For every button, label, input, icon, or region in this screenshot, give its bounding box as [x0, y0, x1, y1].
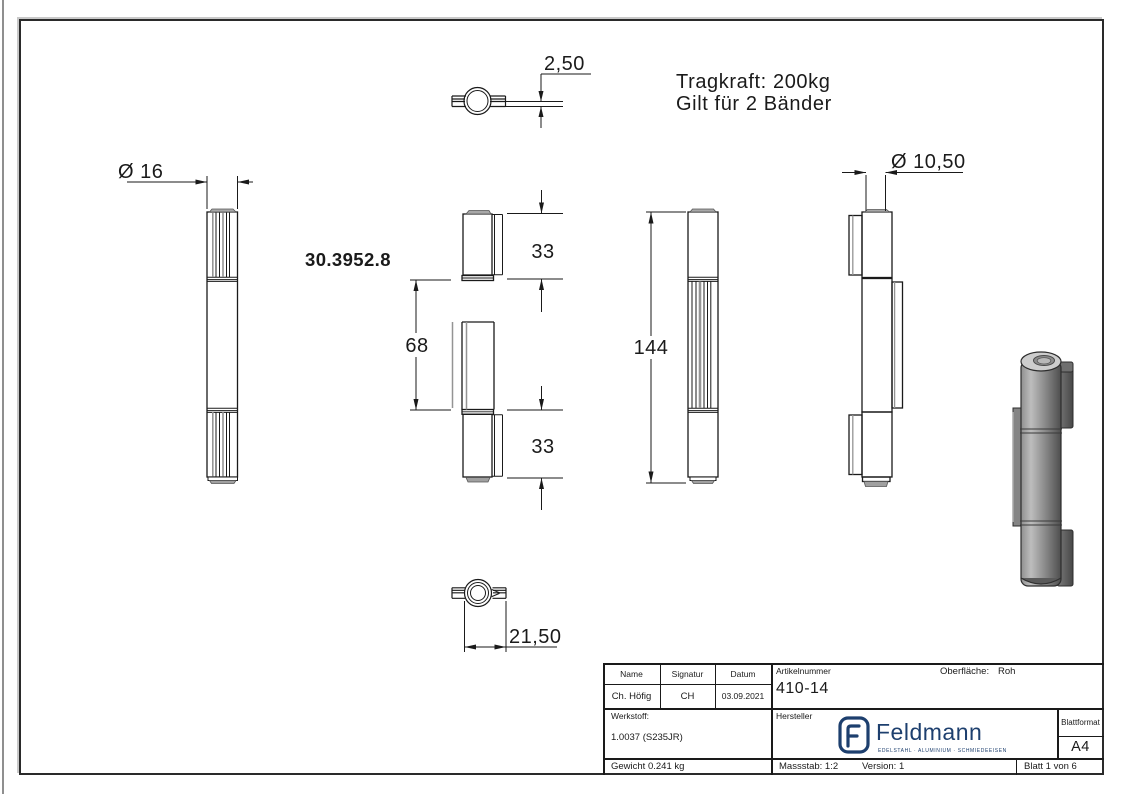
- view-section-top: [452, 88, 506, 115]
- tb-value-signatur: CH: [680, 690, 695, 702]
- dimension-arrows: [196, 91, 898, 650]
- tb-blattformat-label: Blattformat: [1061, 717, 1100, 727]
- tb-value-datum: 03.09.2021: [721, 691, 765, 701]
- dimension-texts: [118, 53, 966, 648]
- dimension-lines: [127, 74, 963, 652]
- tb-werkstoff-label: Werkstoff:: [611, 711, 649, 721]
- tb-value-name: Ch. Höfig: [611, 690, 652, 702]
- dim-tab-width: 21,50: [509, 626, 562, 648]
- tb-hersteller-label: Hersteller: [776, 711, 813, 721]
- tb-werkstoff-value: 1.0037 (S235JR): [611, 731, 683, 743]
- view-assembled-elevation: [688, 209, 719, 484]
- part-number-label: 30.3952.8: [305, 249, 391, 270]
- tb-blattformat-value: A4: [1071, 739, 1090, 755]
- view-left-elevation: [207, 209, 238, 484]
- view-section-bottom: [452, 580, 506, 607]
- dim-middle-length: 68: [405, 335, 429, 357]
- tb-massstab: Massstab: 1:2: [779, 761, 839, 772]
- tb-header-datum: Datum: [730, 668, 756, 679]
- tb-artikelnummer-value: 410-14: [776, 680, 829, 697]
- tb-header-signatur: Signatur: [671, 668, 704, 679]
- tb-oberflaeche-value: Roh: [998, 665, 1016, 677]
- dim-pin-diameter: Ø 10,50: [891, 151, 966, 173]
- dim-lower-length: 33: [531, 436, 555, 458]
- dim-body-diameter: Ø 16: [118, 161, 164, 183]
- tb-blatt: Blatt 1 von 6: [1024, 761, 1077, 772]
- load-capacity-note: Tragkraft: 200kg: [676, 71, 831, 93]
- dim-total-length: 144: [633, 337, 669, 359]
- render-3d-hinge: [1013, 352, 1073, 586]
- load-capacity-note-2: Gilt für 2 Bänder: [676, 93, 832, 115]
- feldmann-logo-wordmark: Feldmann: [876, 718, 983, 745]
- tb-artikelnummer-label: Artikelnummer: [776, 666, 831, 676]
- tb-header-name: Name: [620, 668, 643, 679]
- dim-plate-thickness: 2,50: [544, 53, 585, 75]
- view-side-elevation: [849, 210, 903, 487]
- tb-gewicht: Gewicht 0.241 kg: [611, 761, 685, 772]
- feldmann-logo-mark: [838, 716, 870, 754]
- view-exploded-middle: [453, 211, 503, 483]
- tb-oberflaeche-label: Oberfläche:: [940, 665, 990, 677]
- tb-version: Version: 1: [862, 761, 905, 772]
- feldmann-logo-tagline: EDELSTAHL · ALUMINIUM · SCHMIEDEEISEN: [878, 747, 1007, 754]
- dim-upper-length: 33: [531, 241, 555, 263]
